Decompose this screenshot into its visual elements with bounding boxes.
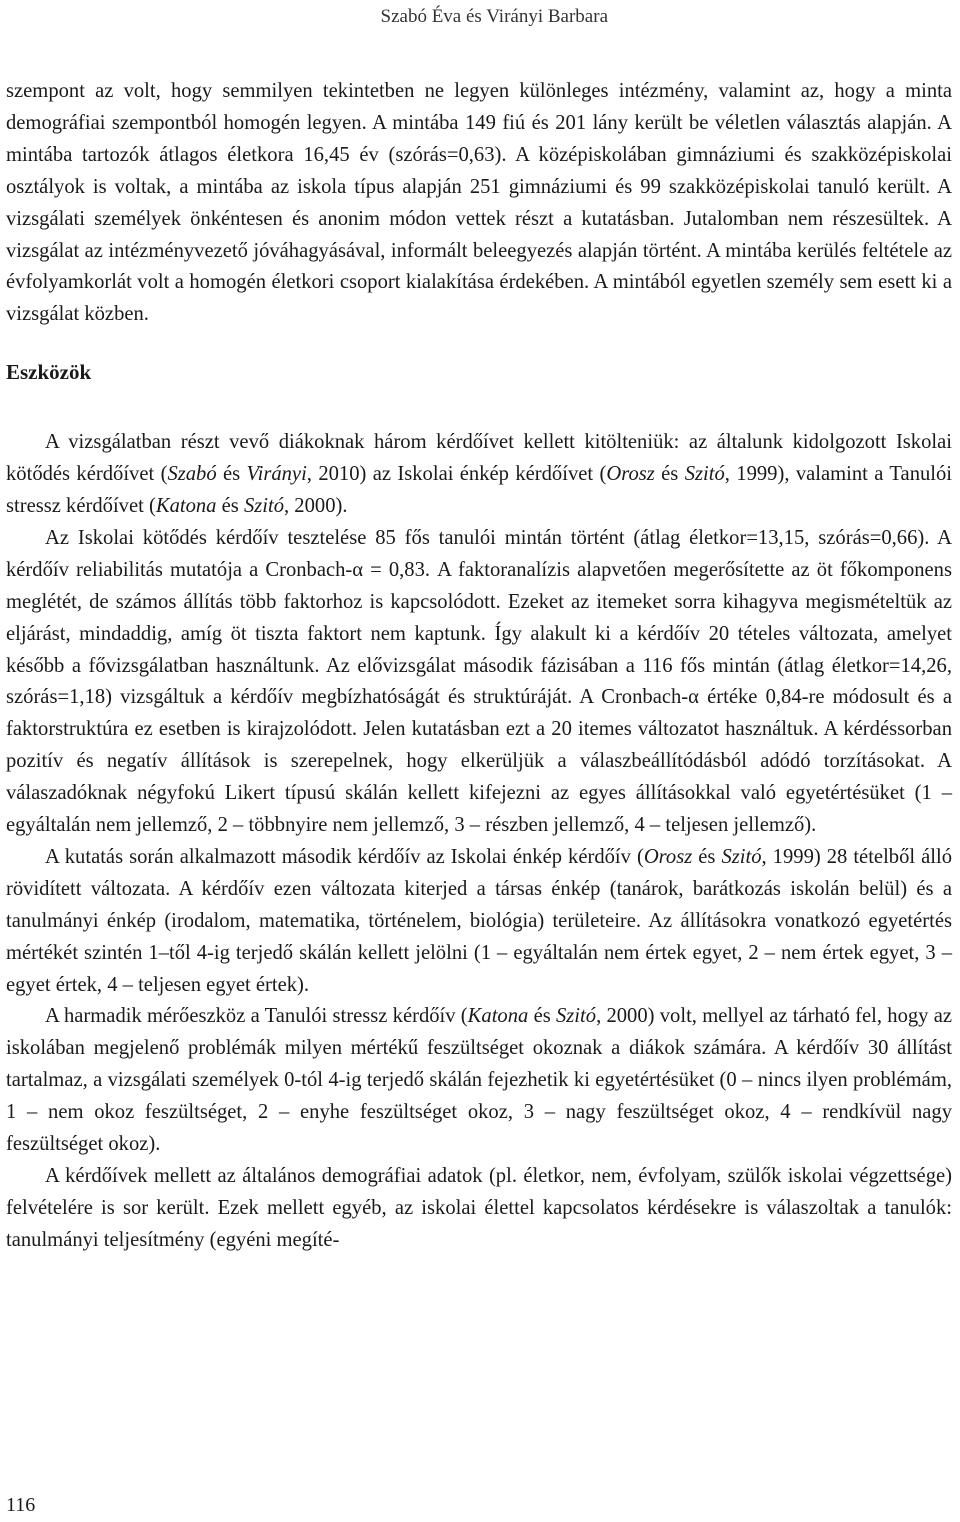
author-name: Szabó [167, 463, 217, 486]
page-number: 116 [6, 1494, 36, 1516]
paragraph-stress-questionnaire [6, 1001, 952, 1161]
author-name: Szitó [243, 494, 284, 517]
text-run: és [528, 1005, 556, 1028]
author-name: Katona [467, 1005, 529, 1028]
paragraph-instruments-intro [6, 427, 952, 523]
paragraph-self-image-questionnaire [6, 842, 952, 1002]
text-run: , 2010) az Iskolai énkép kérdőívet ( [306, 463, 607, 486]
author-name: Orosz [643, 845, 693, 868]
author-name: Katona [155, 494, 217, 517]
text-run: , 1999) 28 tételből álló rövidített változata. A kérdőív ezen változata kiterjed a társas énkép (tanárok, barátkozás iskolán belül) és a tanulmányi énkép (irodalom, matematika, történelem, biológia) területeire. Az állításokra vonatkozó egyetértés mértékét szintén 1–től 4-ig terjedő skálán kellett jelölni (1 – egyáltalán nem értek egyet, 2 – nem értek egyet, 3 – egyet értek, 4 – teljesen egyet értek). [6, 845, 952, 996]
text-run: , 1999), valamint a Tanulói stressz kérdőívet ( [6, 463, 953, 517]
paragraph-sample-description: szempont az volt, hogy semmilyen tekintetben ne legyen különleges intézmény, valamint az, hogy a minta demográfiai szempontból homogén legyen. A mintába 149 fiú és 201 lány került be véletlen választás alapján. A mintába tartozók átlagos életkora 16,45 év (szórás=0,63). A középiskolában gimnáziumi és szakközépiskolai osztályok is voltak, a mintába az iskola típus alapján 251 gimnáziumi és 99 szakközépiskolai tanuló került. A vizsgálati személyek önkéntesen és anonim módon vettek részt a kutatásban. Jutalomban nem részesültek. A vizsgálat az intézményvezető jóváhagyásával, informált beleegyezés alapján történt. A mintába kerülés feltétele az évfolyamkorlát volt a homogén életkori csoport kialakítása érdekében. A mintából egyetlen személy sem esett ki a vizsgálat közben. [6, 80, 952, 326]
text-run: A harmadik mérőeszköz a Tanulói stressz kérdőív ( [45, 1005, 468, 1028]
author-name: Virányi [246, 463, 307, 486]
author-name: Szitó [684, 463, 725, 486]
author-name: Szitó [556, 1005, 597, 1028]
paragraph-demographics: A kérdőívek mellett az általános demográfiai adatok (pl. életkor, nem, évfolyam, szülők iskolai végzettsége) felvételére is sor került. Ezek mellett egyéb, az iskolai élettel kapcsolatos kérdésekre is válaszoltak a tanulók: tanulmányi teljesítmény (egyéni megíté- [6, 1165, 952, 1251]
text-run: , 2000). [284, 494, 348, 517]
running-header: Szabó Éva és Virányi Barbara [380, 6, 608, 27]
text-run: és [692, 845, 722, 868]
author-name: Szitó [721, 845, 762, 868]
text-run: és [216, 494, 244, 517]
text-run: , 2000) volt, mellyel az tárható fel, hogy az iskolában megjelenő problémák milyen mértékű feszültséget okoznak a diákok számára. A kérdőív 30 állítást tartalmaz, a vizsgálati személyek 0-tól 4-ig terjedő skálán fejezhetik ki egyetértésüket (0 – nincs ilyen problémám, 1 – nem okoz feszültséget, 2 – enyhe feszültséget okoz, 3 – nagy feszültséget okoz, 4 – rendkívül nagy feszültséget okoz). [6, 1005, 953, 1156]
text-run: A vizsgálatban részt vevő diákoknak három kérdőívet kellett kitölteniük: az általunk kidolgozott Iskolai kötődés kérdőívet ( [6, 431, 952, 486]
author-name: Orosz [606, 463, 655, 486]
section-heading: Eszközök [6, 360, 92, 385]
text-run: A kutatás során alkalmazott második kérdőív az Iskolai énkép kérdőív ( [45, 845, 644, 868]
text-run: és [654, 463, 685, 486]
paragraph-attachment-questionnaire: Az Iskolai kötődés kérdőív tesztelése 85 fős tanulói mintán történt (átlag életkor=13,15, szórás=0,66). A kérdőív reliabilitás mutatója a Cronbach-α = 0,83. A faktoranalízis alapvetően megerősítette az öt főkomponens meglétét, de számos állítás több faktorhoz is kapcsolódott. Ezeket az itemeket sorra kihagyva megismételtük az eljárást, mindaddig, amíg öt tiszta faktort nem kaptunk. Így alakult ki a kérdőív 20 tételes változata, amelyet később a fővizsgálatban használtunk. Az elővizsgálat második fázisában a 116 fős mintán (átlag életkor=14,26, szórás=1,18) vizsgáltuk a kérdőív megbízhatóságát és struktúráját. A Cronbach-α értéke 0,84-re módosult és a faktorstruktúra ez esetben is kirajzolódott. Jelen kutatásban ezt a 20 itemes változatot használtuk. A kérdéssorban pozitív és negatív állítások is szerepelnek, hogy elkerüljük a válaszbeállítódásból adódó torzításokat. A válaszadóknak négyfokú Likert típusú skálán kellett kifejezni az egyes állításokkal való egyetértésüket (1 – egyáltalán nem jellemző, 2 – többnyire nem jellemző, 3 – részben jellemző, 4 – teljesen jellemző). [6, 526, 952, 837]
page-body [6, 76, 952, 1257]
text-run: és [216, 463, 247, 486]
